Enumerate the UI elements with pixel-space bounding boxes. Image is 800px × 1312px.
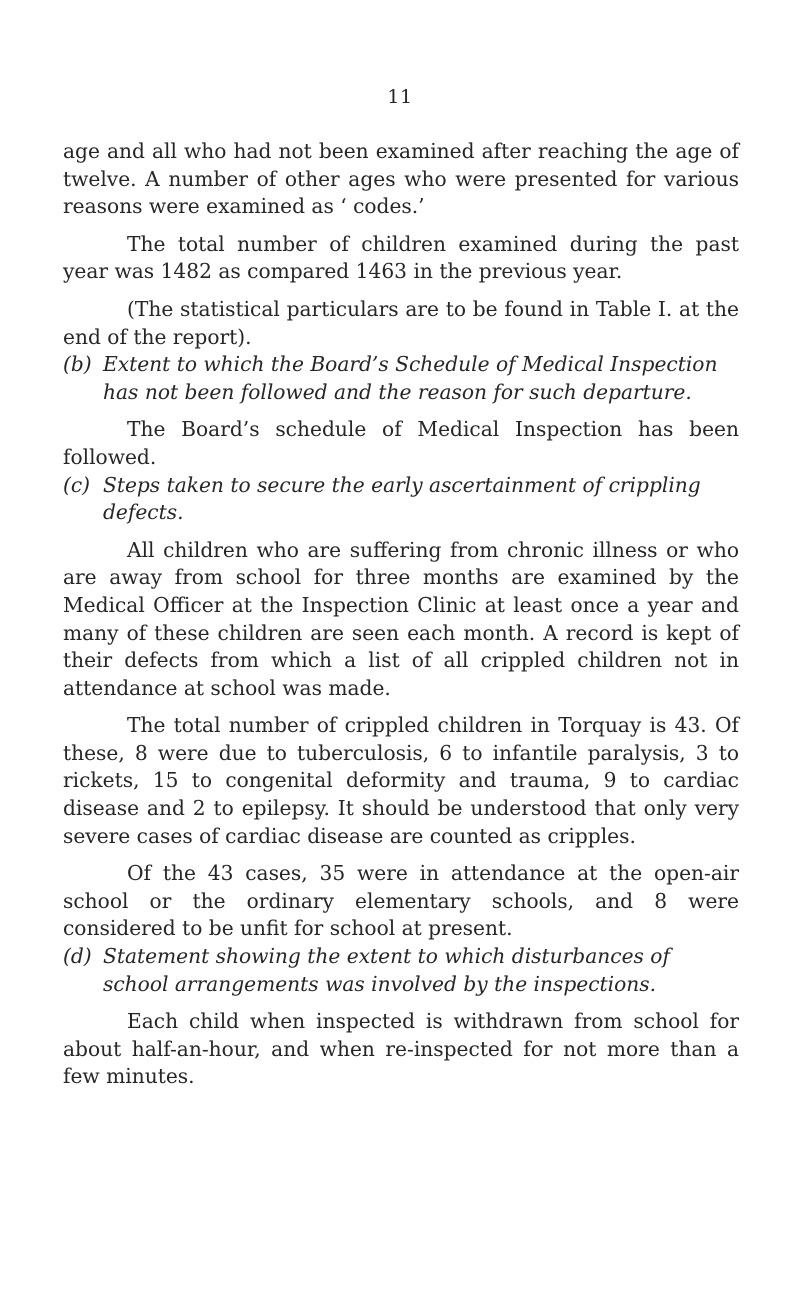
paragraph-withdrawal-time: Each child when inspected is withdrawn from school for about half-an-hour, and when re-inspected for not more than a few minutes. xyxy=(63,1009,739,1089)
section-heading-d xyxy=(63,943,739,998)
report-body xyxy=(63,138,739,1091)
paragraph-schedule-followed: The Board’s schedule of Medical Inspection has been followed. xyxy=(63,417,739,469)
paragraph-attendance: Of the 43 cases, 35 were in attendance at the open-air school or the ordinary elementary schools, and 8 were considered to be unfit for school at present. xyxy=(63,861,739,941)
section-title-c: Steps taken to secure the early ascertainment of crippling defects. xyxy=(103,472,701,525)
section-title-d: Statement showing the extent to which disturbances of school arrangements was involved by the inspections. xyxy=(103,944,670,996)
paragraph-total-examined: The total number of children examined during the past year was 1482 as compared 1463 in the previous year. xyxy=(63,231,739,284)
paragraph-chronic-illness: All children who are suffering from chronic illness or who are away from school for three months are examined by the Medical Officer at the Inspection Clinic at least once a year and many of these children are seen each month. A record is kept of their defects from which a list of all crippled children not in attendance at school was made. xyxy=(63,537,739,700)
paragraph-examination-ages: age and all who had not been examined after reaching the age of twelve. A number of other ages who were presented for various reasons were examined as ‘ codes.’ xyxy=(63,139,739,219)
paragraph-crippled-children: The total number of crippled children in Torquay is 43. Of these, 8 were due to tuberculosis, 6 to infantile paralysis, 3 to rickets, 15 to congenital deformity and trauma, 9 to cardiac disease and 2 to epilepsy. It should be understood that only very severe cases of cardiac disease are counted as cripples. xyxy=(63,713,739,848)
paragraph-statistical-note: (The statistical particulars are to be found in Table I. at the end of the report). xyxy=(63,296,739,349)
page-number: 11 xyxy=(387,86,413,108)
section-title-b: Extent to which the Board’s Schedule of Medical Inspection has not been followed and the reason for such departure. xyxy=(103,352,718,404)
section-marker-c: (c) xyxy=(63,472,91,497)
section-marker-b: (b) xyxy=(63,352,92,377)
section-heading-c xyxy=(63,472,739,527)
section-marker-d: (d) xyxy=(63,944,92,969)
section-heading-b xyxy=(63,351,739,406)
